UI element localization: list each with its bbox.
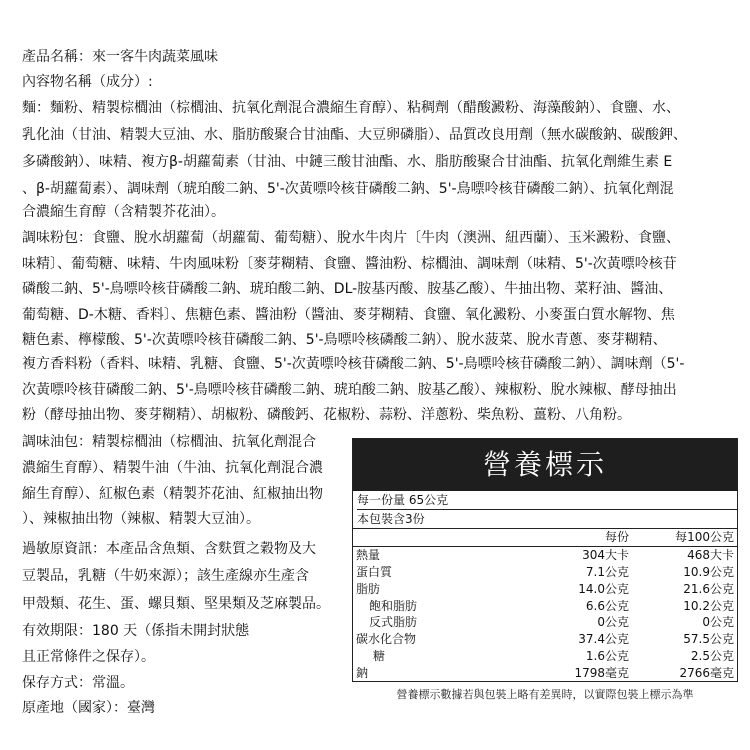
seasoning-powder-line: 複方香料粉（香料、味精、乳糖、食鹽、5'-次黃嘌呤核苷磷酸二鈉、5'-鳥嘌呤核苷磷酸二鈉）、調味劑（5'- [22,356,685,372]
allergen-line: 過敏原資訊：本產品含魚類、含麩質之穀物及大 [22,541,316,557]
per-100g-value: 2766毫克 [679,665,734,680]
seasoning-oil-line: 調味油包：精製棕櫚油（棕櫚油、抗氧化劑混合 [22,434,316,450]
nutrition-title: 營養標示 [353,439,737,491]
seasoning-powder-line: 葡萄糖、D-木糖、香料〕、焦糖色素、醬油粉（醬油、麥芽糊精、食鹽、氧化澱粉、小麥蛋白質水解物、焦 [22,307,675,323]
nutrient-name: 鈉 [356,665,369,680]
nutrient-name: 脂肪 [356,581,381,596]
shelf-life-line: 且正常條件之保存）。 [22,649,155,665]
nutrient-name: 熱量 [356,548,381,563]
seasoning-powder-line: 糖色素、檸檬酸、5'-次黃嘌呤核苷磷酸二鈉、5'-鳥嘌呤核磷酸二鈉）、脫水菠菜、脫水青蔥、麥芽糊精、 [22,332,667,348]
per-serving-value: 37.4公克 [578,632,629,647]
nutrition-header-row [353,529,737,546]
noodle-line: 麵：麵粉、精製棕櫚油（棕櫚油、抗氧化劑混合濃縮生育醇）、粘稠劑（醋酸澱粉、海藻酸鈉）、食鹽、水、 [22,100,680,116]
nutrition-row [353,597,737,614]
nutrient-name: 飽和脂肪 [369,598,418,613]
allergen-line: 甲殼類、花生、蛋、螺貝類、堅果類及芝麻製品。 [22,596,330,612]
nutrition-facts-panel [352,438,738,682]
per-serving-value: 14.0公克 [578,581,629,596]
product-name: 產品名稱：來一客牛肉蔬菜風味 [22,49,218,65]
per-100g-value: 57.5公克 [683,632,734,647]
nutrition-row [353,580,737,597]
servings-per-package: 本包裝含3份 [357,509,737,528]
allergen-line: 豆製品，乳糖（牛奶來源）；該生產線亦生產含 [22,568,309,584]
contents-name: 內容物名稱（成分）: [22,74,153,90]
per-serving-value: 6.6公克 [585,598,629,613]
shelf-life-line: 有效期限：180 天（係指未開封狀態 [22,623,250,639]
per-100g-value: 10.9公克 [683,564,734,579]
nutrient-name: 糖 [373,648,386,663]
nutrition-row [353,546,737,563]
nutrition-row [353,631,737,648]
nutrition-table [353,529,737,681]
per-100g-value: 0公克 [702,615,734,630]
nutrient-name: 碳水化合物 [356,632,417,647]
nutrient-name: 反式脂肪 [369,615,418,630]
nutrition-disclaimer: 營養標示數據若與包裝上略有差異時，以實際包裝上標示為準 [396,688,694,701]
nutrition-row [353,648,737,665]
seasoning-powder-line: 味精〕、葡萄糖、味精、牛肉風味粉〔麥芽糊精、食鹽、醬油粉、棕櫚油、調味劑（味精、5'-次黃嘌呤核苷 [22,256,677,272]
per-100g-value: 21.6公克 [683,581,734,596]
per-serving-value: 304大卡 [582,548,629,563]
noodle-line: 合濃縮生育醇（含精製芥花油）。 [22,204,225,220]
seasoning-oil-line: ）、辣椒抽出物（辣椒、精製大豆油）。 [22,511,260,527]
nutrition-row [353,664,737,681]
storage-method: 保存方式：常溫。 [22,675,134,691]
per-100g-value: 468大卡 [687,548,734,563]
per-serving-header: 每份 [496,529,632,546]
noodle-line: 、β-胡蘿蔔素）、調味劑（琥珀酸二鈉、5'-次黃嘌呤核苷磷酸二鈉、5'-鳥嘌呤核苷磷酸二鈉）、抗氧化劑混 [22,181,674,197]
serving-size: 每一份量 65公克 [357,493,449,507]
noodle-line: 多磷酸鈉）、味精、複方β-胡蘿蔔素（甘油、中鏈三酸甘油酯、水、脂肪酸聚合甘油酯、抗氧化劑維生素 E [22,154,673,170]
per-100g-value: 10.2公克 [683,598,734,613]
nutrient-name: 蛋白質 [356,564,393,579]
seasoning-oil-line: 濃縮生育醇）、精製牛油（牛油、抗氧化劑混合濃 [22,460,323,476]
per-serving-value: 1798毫克 [574,665,629,680]
per-serving-value: 0公克 [597,615,629,630]
per-serving-value: 1.6公克 [585,648,629,663]
seasoning-oil-line: 縮生育醇）、紅椒色素（精製芥花油、紅椒抽出物 [22,486,323,502]
per-100g-header: 每100公克 [632,529,737,546]
seasoning-powder-line: 磷酸二鈉、5'-鳥嘌呤核苷磷酸二鈉、琥珀酸二鈉、DL-胺基丙酸、胺基乙酸）、牛抽出物、菜籽油、醬油、 [22,281,673,297]
noodle-line: 乳化油（甘油、精製大豆油、水、脂肪酸聚合甘油酯、大豆卵磷脂）、品質改良用劑（無水碳酸鈉、碳酸鉀、 [22,127,687,143]
serving-info [353,491,737,529]
seasoning-powder-line: 次黃嘌呤核苷磷酸二鈉、5'-鳥嘌呤核苷磷酸二鈉、琥珀酸二鈉、胺基乙酸）、辣椒粉、脫水辣椒、酵母抽出 [22,382,677,398]
per-serving-value: 7.1公克 [585,564,629,579]
seasoning-powder-line: 粉（酵母抽出物、麥芽糊精）、胡椒粉、磷酸鈣、花椒粉、蒜粉、洋蔥粉、柴魚粉、薑粉、八角粉。 [22,407,631,423]
per-100g-value: 2.5公克 [690,648,734,663]
seasoning-powder-line: 調味粉包：食鹽、脫水胡蘿蔔（胡蘿蔔、葡萄糖）、脫水牛肉片〔牛肉（澳洲、紐西蘭）、玉米澱粉、食鹽、 [22,230,680,246]
nutrition-row [353,614,737,631]
country-of-origin: 原產地（國家）：臺灣 [22,700,155,716]
nutrition-row [353,564,737,581]
